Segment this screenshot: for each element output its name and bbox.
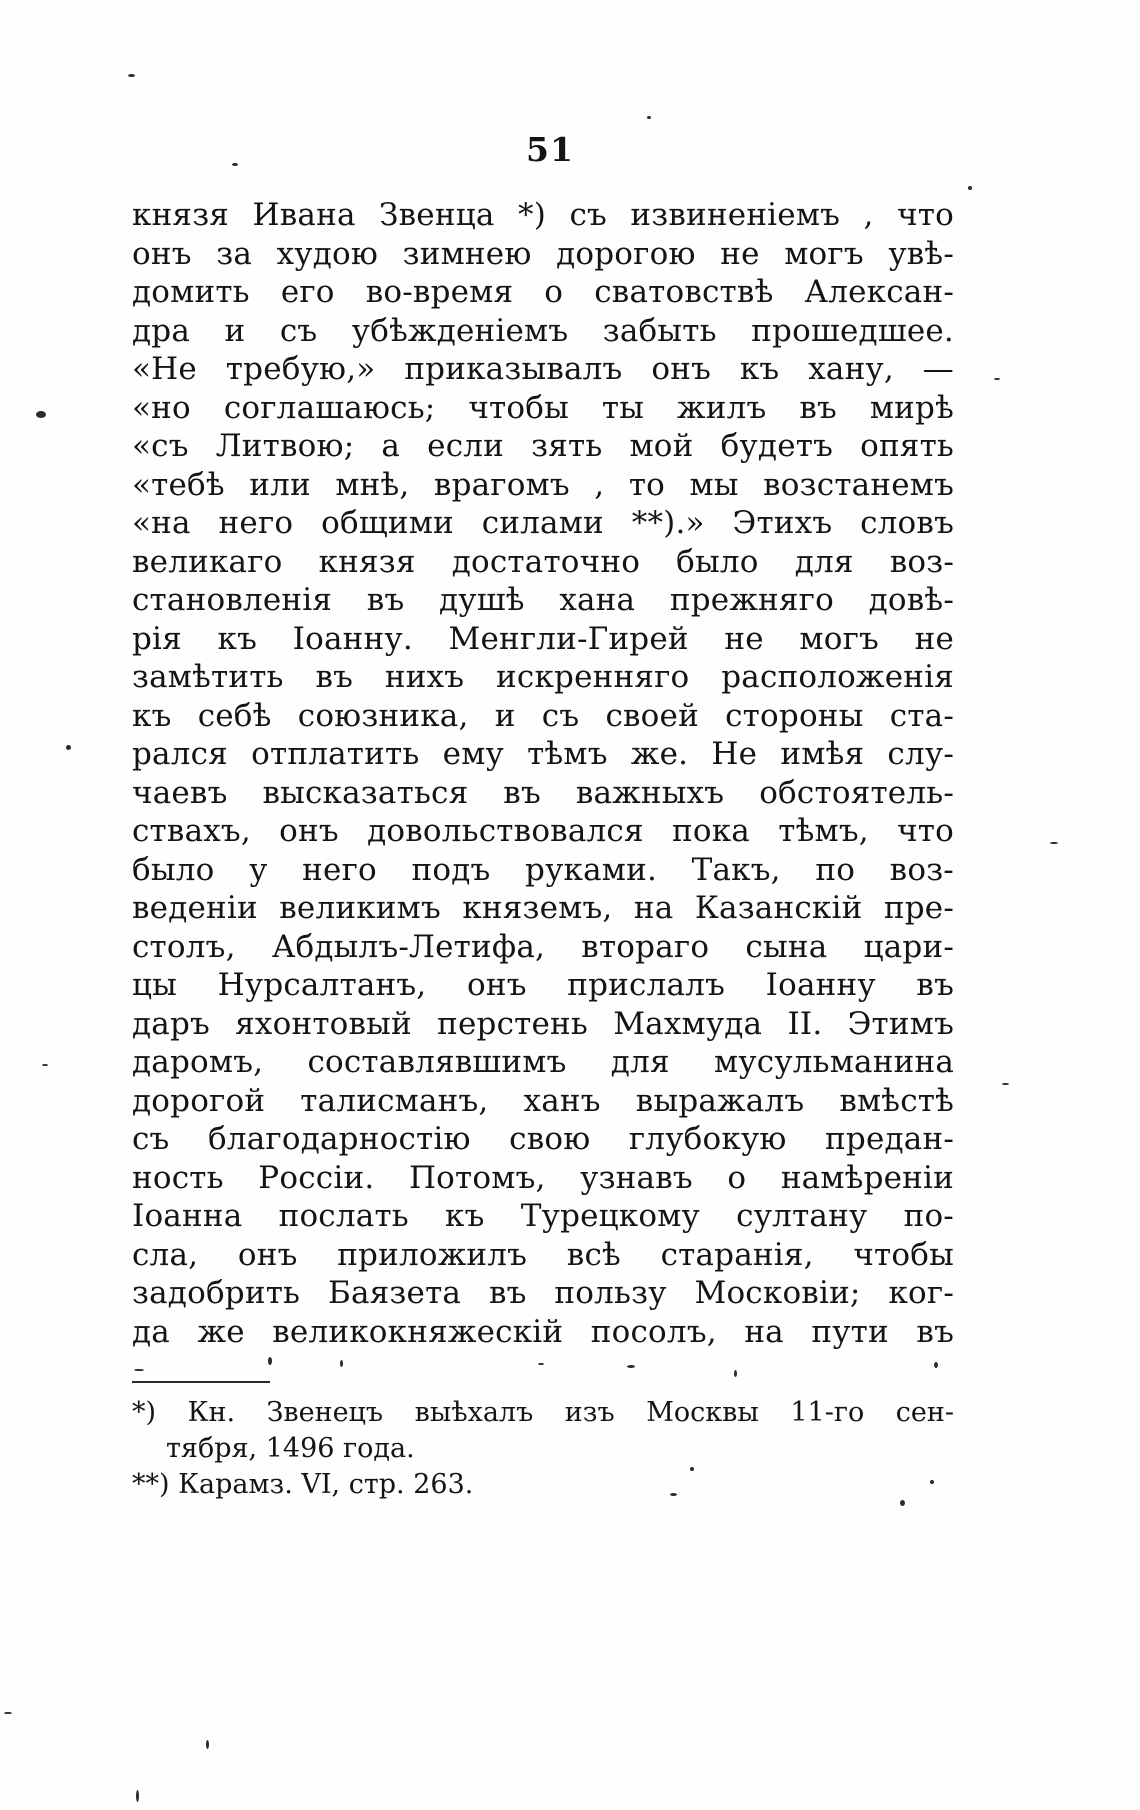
text-line: столъ, Абдылъ-Летифа, втораго сына цари- <box>132 928 954 965</box>
text-line: даръ яхонтовый перстень Махмуда II. Этимъ <box>132 1005 954 1042</box>
scan-speck <box>734 1370 737 1377</box>
scan-speck <box>340 1360 343 1367</box>
text-line: «тебѣ или мнѣ, врагомъ , то мы возстанемъ <box>132 466 954 503</box>
scan-speck <box>994 378 1000 380</box>
scan-speck <box>538 1363 544 1365</box>
scan-speck <box>36 411 46 418</box>
text-line: рался отплатить ему тѣмъ же. Не имѣя слу- <box>132 736 954 772</box>
scan-speck <box>268 1357 272 1365</box>
text-line: замѣтить въ нихъ искренняго расположенія <box>132 659 954 695</box>
scan-speck <box>930 1480 934 1484</box>
scan-speck <box>1050 842 1058 844</box>
text-line: съ благодарностію свою глубокую предан- <box>132 1121 954 1157</box>
text-line: домить его во-время о сватовствѣ Алексан- <box>132 274 954 310</box>
scan-speck <box>647 116 651 119</box>
text-line: «но соглашаюсь; чтобы ты жилъ въ мирѣ <box>132 389 954 426</box>
text-line: рія къ Іоанну. Менгли-Гирей не могъ не <box>132 620 954 657</box>
scan-speck <box>128 74 135 77</box>
footnotes-block <box>132 1395 954 1503</box>
text-line: задобрить Баязета въ пользу Московіи; ког- <box>132 1275 954 1311</box>
text-line: Іоанна послать къ Турецкому султану по- <box>132 1198 954 1234</box>
text-line: дра и съ убѣжденіемъ забыть прошедшее. <box>132 312 954 349</box>
footnote-1: *) Кн. Звенецъ выѣхалъ изъ Москвы 11-го сен- <box>132 1397 954 1428</box>
text-line: великаго князя достаточно было для воз- <box>132 543 954 580</box>
scan-speck <box>206 1740 209 1749</box>
text-line: дорогой талисманъ, ханъ выражалъ вмѣстѣ <box>132 1082 954 1119</box>
text-line: къ себѣ союзника, и съ своей стороны ста- <box>132 697 954 734</box>
text-line: цы Нурсалтанъ, онъ прислалъ Іоанну въ <box>132 967 954 1003</box>
text-line: веденіи великимъ княземъ, на Казанскій пре- <box>132 890 954 926</box>
scan-speck <box>900 1500 905 1506</box>
main-text-block <box>132 196 954 1351</box>
text-line: ствахъ, онъ довольствовался пока тѣмъ, что <box>132 813 954 849</box>
text-line: «Не требую,» приказывалъ онъ къ хану, — <box>132 351 954 387</box>
text-line: князя Ивана Звенца *) съ извиненіемъ , что <box>132 197 954 233</box>
scan-speck <box>934 1362 938 1368</box>
scan-speck <box>670 1493 677 1496</box>
scan-speck <box>627 1365 635 1368</box>
scan-speck <box>232 163 238 166</box>
scan-speck <box>134 1369 144 1371</box>
text-line: было у него подъ руками. Такъ, по воз- <box>132 851 954 888</box>
footnote-2: **) Карамз. VI, стр. 263. <box>132 1469 474 1500</box>
scan-speck <box>136 1790 139 1802</box>
text-line: даромъ, составлявшимъ для мусульманина <box>132 1044 954 1080</box>
footnote-1-continuation: тября, 1496 года. <box>166 1433 415 1464</box>
scan-speck <box>42 1064 48 1066</box>
text-line: становленія въ душѣ хана прежняго довѣ- <box>132 582 954 618</box>
scan-speck <box>968 186 972 190</box>
text-line: да же великокняжескій посолъ, на пути въ <box>132 1313 954 1350</box>
text-line: «съ Литвою; а если зять мой будетъ опять <box>132 428 954 464</box>
text-line: «на него общими силами **).» Этихъ словъ <box>132 505 954 541</box>
text-line: сла, онъ приложилъ всѣ старанія, чтобы <box>132 1236 954 1273</box>
scan-speck <box>1002 1083 1009 1085</box>
scan-speck <box>690 1467 694 1471</box>
footnote-separator <box>132 1381 270 1383</box>
scan-speck <box>4 1712 12 1714</box>
text-line: чаевъ высказаться въ важныхъ обстоятель- <box>132 774 954 811</box>
text-line: онъ за худою зимнею дорогою не могъ увѣ- <box>132 235 954 272</box>
page-number: 51 <box>526 130 574 169</box>
scan-speck <box>66 745 71 750</box>
text-line: ность Россіи. Потомъ, узнавъ о намѣреніи <box>132 1159 954 1196</box>
